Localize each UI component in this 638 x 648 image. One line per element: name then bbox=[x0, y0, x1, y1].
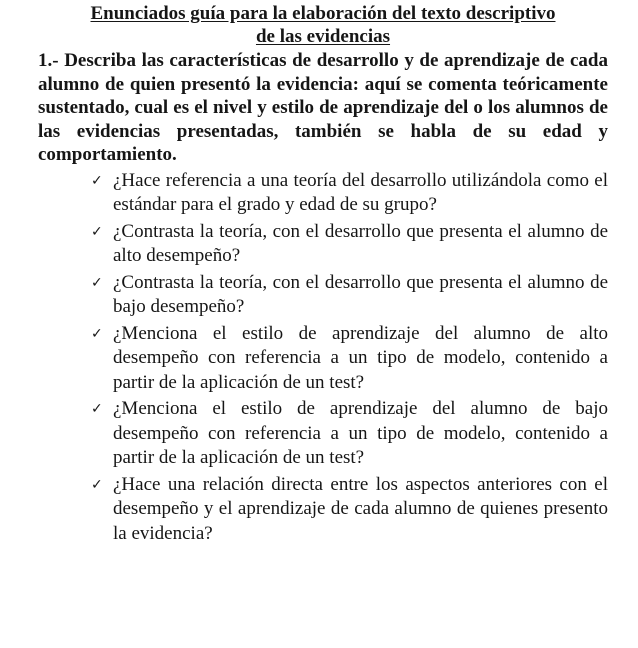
checklist-item-3 bbox=[38, 271, 608, 320]
checklist-item-1 bbox=[38, 169, 608, 218]
checklist-item-4 bbox=[38, 322, 608, 396]
checkmark-icon: ✓ bbox=[91, 172, 103, 189]
checklist bbox=[38, 169, 608, 547]
checkmark-icon: ✓ bbox=[91, 223, 103, 240]
checklist-item-text: ¿Menciona el estilo de aprendizaje del alumno de alto desempeño con referencia a un tipo de modelo, contenido a partir de la aplicación de un test? bbox=[113, 322, 608, 393]
document-title bbox=[43, 2, 603, 48]
checklist-item-text: ¿Contrasta la teoría, con el desarrollo que presenta el alumno de bajo desempeño? bbox=[113, 271, 608, 317]
checkmark-icon: ✓ bbox=[91, 476, 103, 493]
checklist-item-2 bbox=[38, 220, 608, 269]
checklist-item-5 bbox=[38, 397, 608, 471]
checkmark-icon: ✓ bbox=[91, 401, 103, 417]
checklist-item-text: ¿Menciona el estilo de aprendizaje del alumno de bajo desempeño con referencia a un tipo de modelo, contenido a partir de la aplicación de un test? bbox=[113, 398, 608, 468]
checklist-item-text: ¿Hace una relación directa entre los aspectos anteriores con el desempeño y el aprendizaje de cada alumno de quienes presento la evidencia? bbox=[113, 473, 608, 544]
question-paragraph: 1.- Describa las características de desarrollo y de aprendizaje de cada alumno de quien presentó la evidencia: aquí se comenta teóricamente sustentado, cual es el nivel y estilo de aprendizaje del o los alumnos de las evidencias presentadas, también se habla de su edad y comportamiento. bbox=[38, 50, 608, 165]
checklist-item-text: ¿Contrasta la teoría, con el desarrollo que presenta el alumno de alto desempeño? bbox=[113, 220, 608, 266]
title-line-2: de las evidencias bbox=[255, 26, 391, 47]
title-line-1: Enunciados guía para la elaboración del texto descriptivo bbox=[90, 3, 556, 24]
checkmark-icon: ✓ bbox=[91, 325, 103, 342]
checklist-item-6 bbox=[38, 473, 608, 547]
checklist-item-text: ¿Hace referencia a una teoría del desarrollo utilizándola como el estándar para el grado y edad de su grupo? bbox=[113, 169, 608, 215]
checkmark-icon: ✓ bbox=[91, 274, 103, 291]
